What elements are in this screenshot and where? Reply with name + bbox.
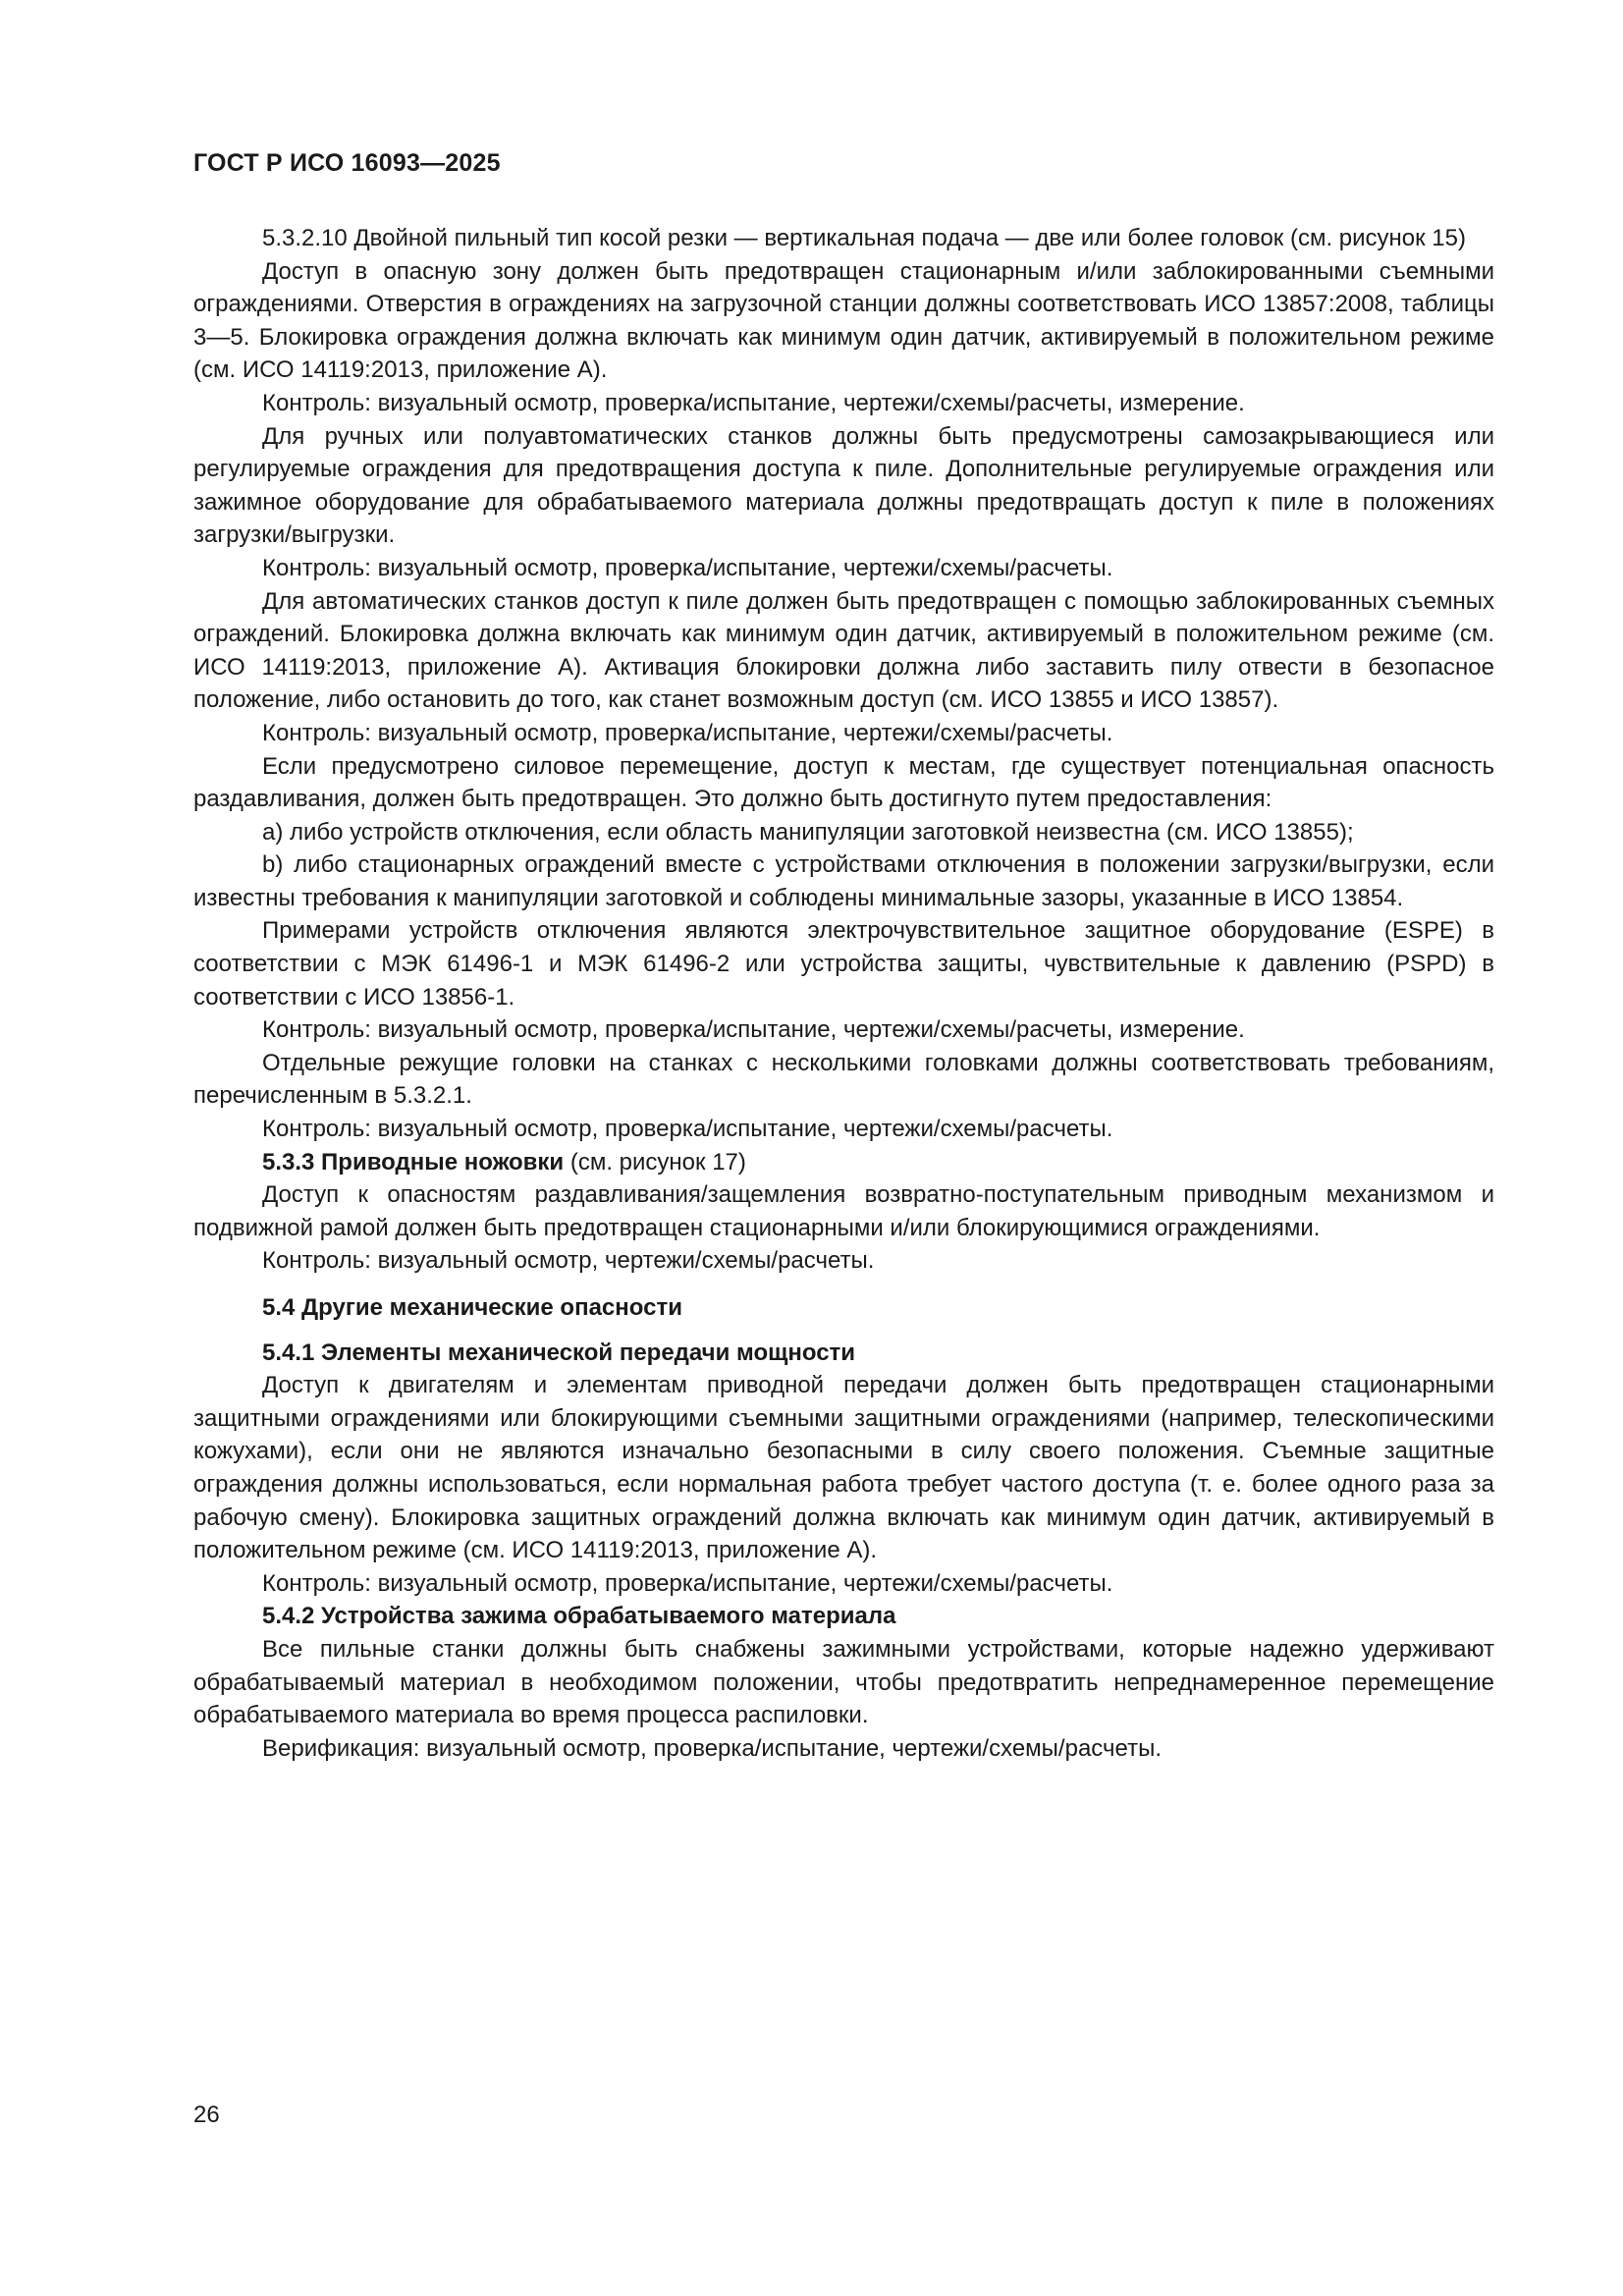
page-number: 26 (193, 2102, 220, 2128)
paragraph: Для ручных или полуавтоматических станков должны быть предусмотрены самозакрывающиеся или регулируемые ограждения для предотвращения доступа к пиле. Дополнительные регулируемые ограждения или зажимное оборудование для обрабатываемого материала должны предотвращать доступ к пиле в положениях загрузки/выгрузки. (193, 422, 1494, 549)
paragraph: Доступ к опасностям раздавливания/защемления возвратно-поступательным приводным механизмом и подвижной рамой должен быть предотвращен стационарными и/или блокирующимися ограждениями. (193, 1181, 1494, 1241)
clause-5-3-2-10: 5.3.2.10 Двойной пильный тип косой резки — вертикальная подача — две или более головок (см. рисунок 15) (262, 225, 1466, 251)
list-item-a: a) либо устройств отключения, если область манипуляции заготовкой неизвестна (см. ИСО 13855); (262, 818, 1354, 846)
verification-line: Контроль: визуальный осмотр, проверка/испытание, чертежи/схемы/расчеты. (262, 554, 1113, 581)
clause-5-3-3 (193, 1146, 1494, 1179)
clause-5-4-1-heading: 5.4.1 Элементы механической передачи мощности (262, 1339, 856, 1366)
list-item-b: b) либо стационарных ограждений вместе с устройствами отключения в положении загрузки/выгрузки, если известны требования к манипуляции заготовкой и соблюдены минимальные зазоры, указанные в ИСО 13854. (193, 851, 1494, 911)
verification-line: Контроль: визуальный осмотр, проверка/испытание, чертежи/схемы/расчеты. (262, 719, 1113, 746)
verification-line: Контроль: визуальный осмотр, проверка/испытание, чертежи/схемы/расчеты, измерение. (262, 1016, 1245, 1044)
section-5-4-heading: 5.4 Другие механические опасности (262, 1294, 682, 1321)
standard-header: ГОСТ Р ИСО 16093—2025 (193, 149, 501, 177)
paragraph: Отдельные режущие головки на станках с несколькими головками должны соответствовать требованиям, перечисленным в 5.3.2.1. (193, 1049, 1494, 1110)
paragraph: Для автоматических станков доступ к пиле должен быть предотвращен с помощью заблокированных съемных ограждений. Блокировка должна включать как минимум один датчик, активируемый в положительном режиме (см. ИСО 14119:2013, приложение А). Активация блокировки должна либо заставить пилу отвести в безопасное положение, либо остановить до того, как станет возможным доступ (см. ИСО 13855 и ИСО 13857). (193, 587, 1494, 714)
paragraph: Доступ в опасную зону должен быть предотвращен стационарным и/или заблокированными съемными ограждениями. Отверстия в ограждениях на загрузочной станции должны соответствовать ИСО 13857:2008, таблицы 3—5. Блокировка ограждения должна включать как минимум один датчик, активируемый в положительном режиме (см. ИСО 14119:2013, приложение А). (193, 257, 1494, 384)
paragraph: Если предусмотрено силовое перемещение, доступ к местам, где существует потенциальная опасность раздавливания, должен быть предотвращен. Это должно быть достигнуто путем предоставления: (193, 752, 1494, 813)
verification-line: Контроль: визуальный осмотр, проверка/испытание, чертежи/схемы/расчеты. (262, 1569, 1113, 1597)
paragraph: Примерами устройств отключения являются электрочувствительное защитное оборудование (ESPE) в соответствии с МЭК 61496-1 и МЭК 61496-2 или устройства защиты, чувствительные к давлению (PSPD) в соответствии с ИСО 13856-1. (193, 917, 1494, 1011)
clause-5-4-2-heading: 5.4.2 Устройства зажима обрабатываемого материала (262, 1603, 896, 1630)
clause-5-3-3-figure-ref: (см. рисунок 17) (564, 1148, 746, 1175)
page-content (193, 222, 1494, 1765)
clause-5-3-3-title: 5.3.3 Приводные ножовки (262, 1148, 565, 1175)
verification-line: Контроль: визуальный осмотр, чертежи/схемы/расчеты. (262, 1247, 875, 1275)
paragraph: Все пильные станки должны быть снабжены зажимными устройствами, которые надежно удерживают обрабатываемый материал в необходимом положении, чтобы предотвратить непреднамеренное перемещение обрабатываемого материала во время процесса распиловки. (193, 1635, 1494, 1729)
verification-line: Верификация: визуальный осмотр, проверка/испытание, чертежи/схемы/расчеты. (262, 1734, 1162, 1762)
paragraph: Доступ к двигателям и элементам приводной передачи должен быть предотвращен стационарными защитными ограждениями или блокирующими съемными защитными ограждениями (например, телескопическими кожухами), если они не являются изначально безопасными в силу своего положения. Съемные защитные ограждения должны использоваться, если нормальная работа требует частого доступа (т. е. более одного раза за рабочую смену). Блокировка защитных ограждений должна включать как минимум один датчик, активируемый в положительном режиме (см. ИСО 14119:2013, приложение А). (193, 1372, 1494, 1564)
verification-line: Контроль: визуальный осмотр, проверка/испытание, чертежи/схемы/расчеты. (262, 1116, 1113, 1143)
verification-line: Контроль: визуальный осмотр, проверка/испытание, чертежи/схемы/расчеты, измерение. (262, 389, 1245, 416)
